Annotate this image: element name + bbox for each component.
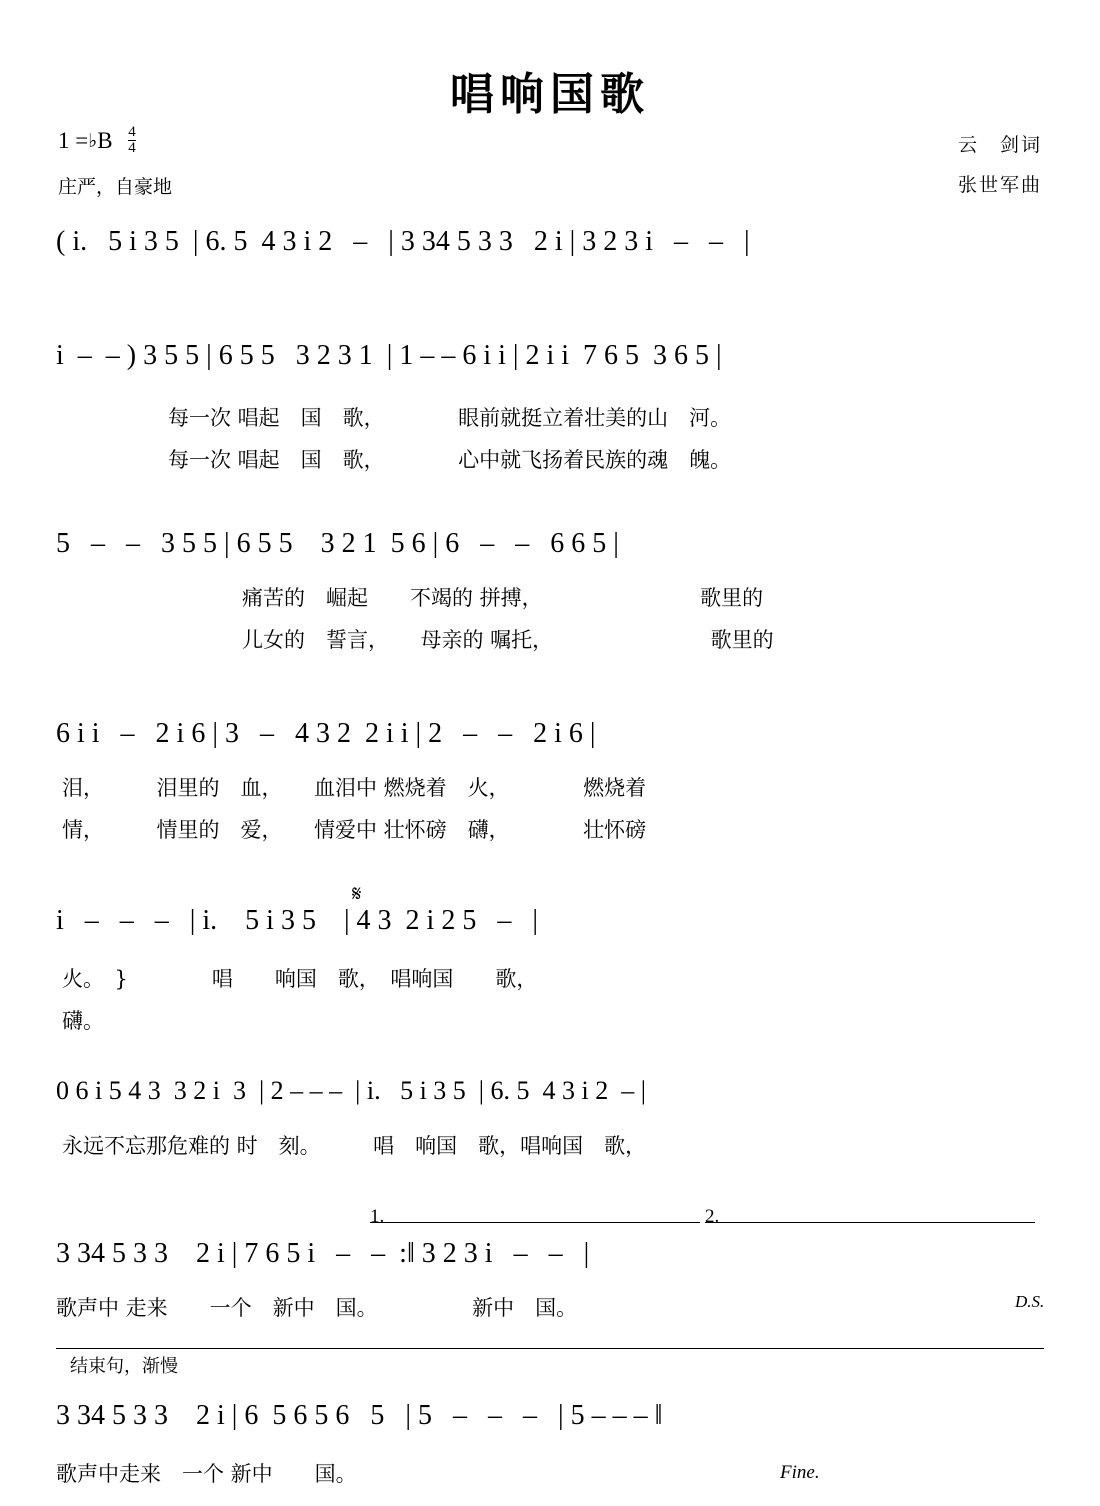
notation-line: 5 – – 3 5 5 | 6 5 5 3 2 1 5 6 | 6 – – 6 6 5 | (56, 528, 619, 559)
key-value: B (97, 128, 113, 153)
segno-icon: 𝄋 (352, 881, 362, 906)
lyric-line-verse1: 歌声中走来 一个 新中 国。 (56, 1462, 357, 1486)
notation-line: ( i. 5 i 3 5 | 6. 5 4 3 i 2 – | 3 34 5 3 3 2 i | 3 2 3 i – – | (56, 226, 750, 257)
lyric-line-verse1: 歌声中 走来 一个 新中 国。 新中 国。 (56, 1296, 578, 1320)
lyric-line-verse1: 每一次 唱起 国 歌， 眼前就挺立着壮美的山 河。 (168, 406, 732, 430)
notation-line: i – – – | i. 5 i 3 5 | 4 3 2 i 2 5 – | (56, 905, 538, 936)
fine-marking: Fine. (780, 1462, 820, 1483)
key-label: 1 = (58, 128, 89, 153)
lyric-line-verse1: 泪， 泪里的 血， 血泪中 燃烧着 火， 燃烧着 (62, 776, 647, 800)
notation-line: 3 34 5 3 3 2 i | 7 6 5 i – – :‖ 3 2 3 i – – | (56, 1238, 590, 1269)
notation-line: 6 i i – 2 i 6 | 3 – 4 3 2 2 i i | 2 – – 2 i 6 | (56, 718, 596, 749)
lyric-line-verse2: 儿女的 誓言， 母亲的 嘱托， 歌里的 (200, 628, 774, 652)
lyric-line-verse2: 每一次 唱起 国 歌， 心中就飞扬着民族的魂 魄。 (168, 448, 732, 472)
lyric-line-verse1: 痛苦的 崛起 不竭的 拼搏， 歌里的 (200, 586, 764, 610)
volta-bracket-2-label: 2. (705, 1206, 720, 1227)
key-signature (58, 125, 136, 156)
notation-line: 3 34 5 3 3 2 i | 6 5 6 5 6 5 | 5 – – – | 5 – – – ‖ (56, 1400, 663, 1431)
section-divider (56, 1348, 1044, 1349)
tempo-marking: 庄严，自豪地 (58, 176, 173, 198)
notation-line: i – – ) 3 5 5 | 6 5 5 3 2 3 1 | 1 – – 6 i i | 2 i i 7 6 5 3 6 5 | (56, 340, 722, 371)
meter-denominator: 4 (128, 140, 136, 156)
time-signature (128, 125, 136, 156)
ending-section-label: 结束句，渐慢 (70, 1356, 178, 1377)
notation-line: 0 6 i 5 4 3 3 2 i 3 | 2 – – – | i. 5 i 3 5 | 6. 5 4 3 i 2 – | (56, 1076, 646, 1105)
volta-bracket-2-line (705, 1222, 1035, 1223)
volta-bracket-1-label: 1. (370, 1206, 385, 1227)
lyric-line-verse2: 情， 情里的 爱， 情爱中 壮怀磅 礴， 壮怀磅 (62, 818, 647, 842)
lyric-line-verse1: 永远不忘那危难的 时 刻。 唱 响国 歌，唱响国 歌， (62, 1134, 647, 1158)
lyric-line-verse2: 礴。 (62, 1009, 104, 1033)
page-title: 唱响国歌 (450, 69, 650, 120)
lyric-line-verse1: 火。 } 唱 响国 歌， 唱响国 歌， (62, 967, 538, 991)
volta-bracket-1-line (370, 1222, 700, 1223)
lyricist-credit: 云 剑词 (957, 134, 1042, 156)
composer-credit: 张世军曲 (957, 174, 1042, 196)
flat-sign: ♭ (88, 131, 98, 152)
meter-numerator: 4 (128, 124, 136, 140)
ds-marking: D.S. (1015, 1292, 1045, 1311)
